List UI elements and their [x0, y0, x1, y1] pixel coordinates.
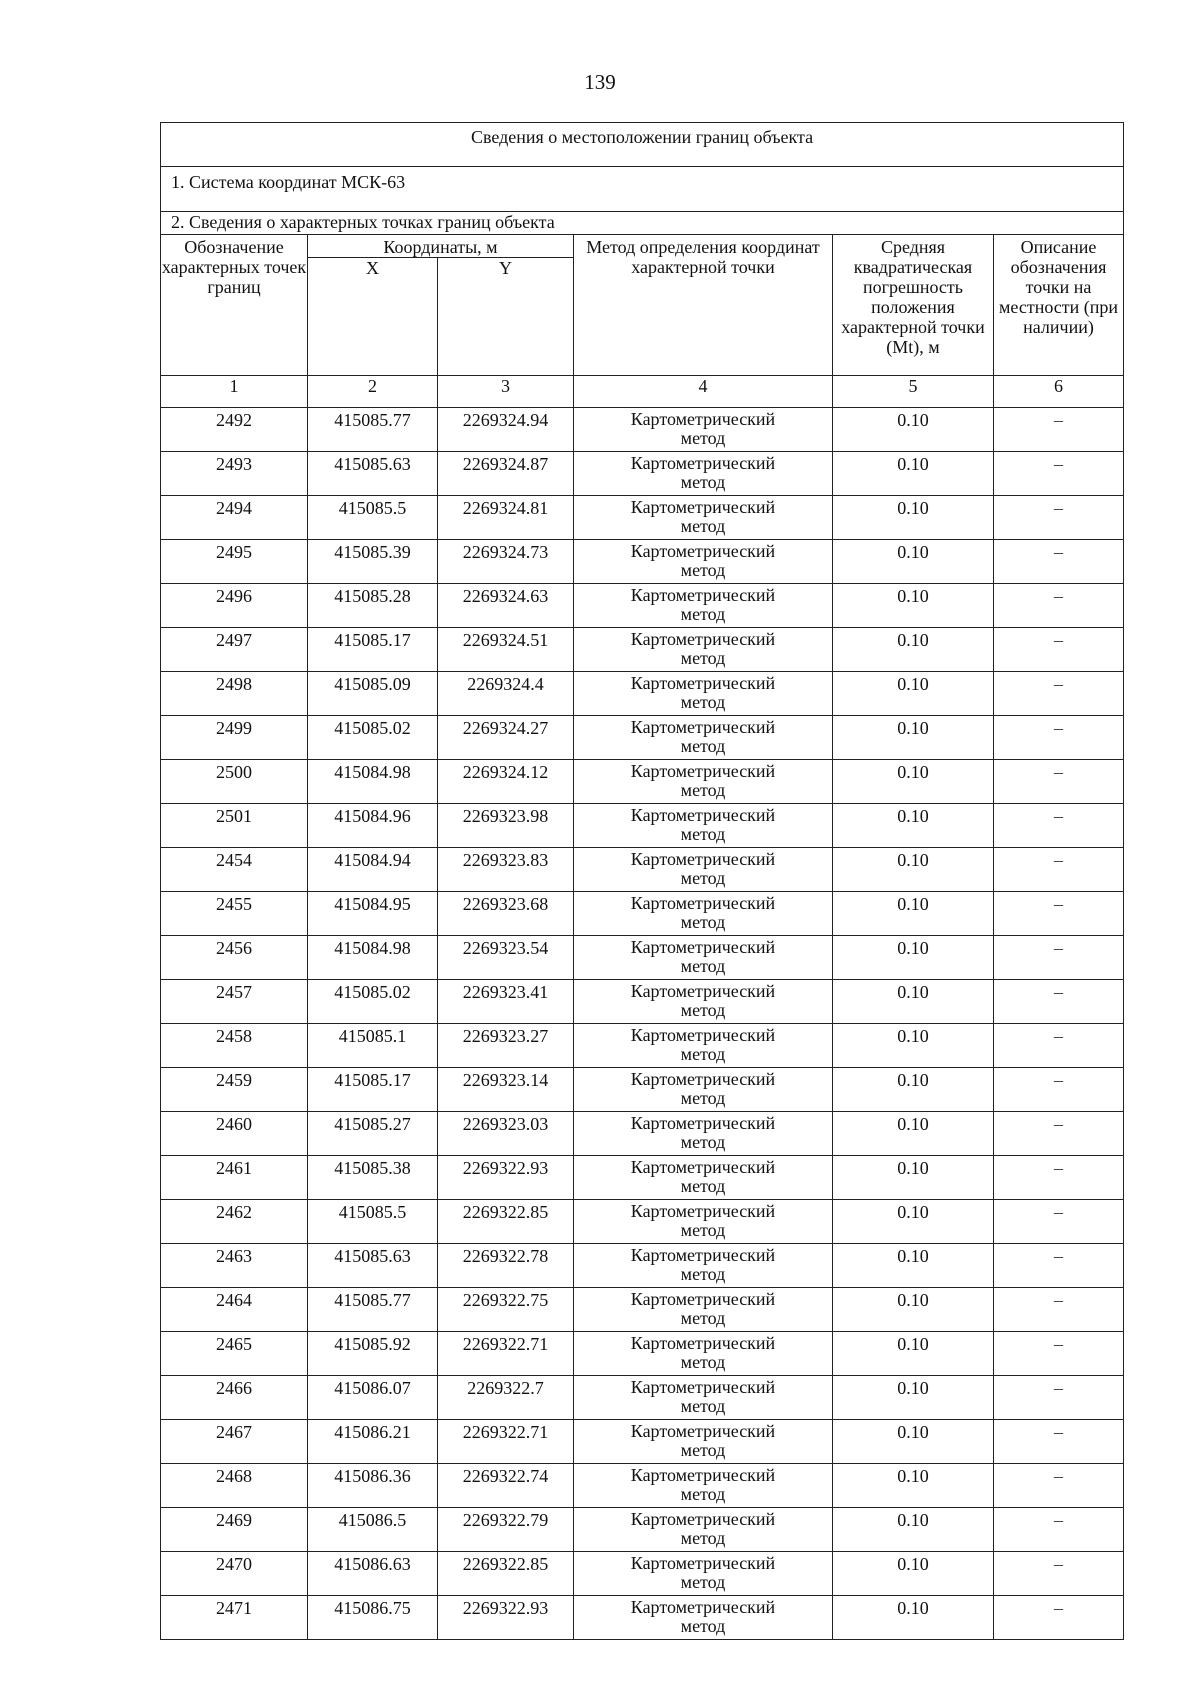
method-cell — [574, 848, 833, 892]
method-cell — [574, 1024, 833, 1068]
y-coordinate-cell: 2269323.98 — [438, 804, 574, 848]
error-cell: 0.10 — [833, 584, 994, 628]
error-cell: 0.10 — [833, 1288, 994, 1332]
method-line-2: метод — [680, 604, 726, 624]
description-cell: – — [994, 980, 1124, 1024]
error-cell: 0.10 — [833, 1376, 994, 1420]
method-line-1: Картометрический — [630, 1245, 776, 1265]
table-row — [161, 1508, 1124, 1552]
x-coordinate-cell: 415085.28 — [308, 584, 438, 628]
y-coordinate-cell: 2269324.63 — [438, 584, 574, 628]
table-title: Сведения о местоположении границ объекта — [161, 123, 1124, 167]
method-line-2: метод — [680, 1000, 726, 1020]
y-coordinate-cell: 2269323.54 — [438, 936, 574, 980]
method-cell — [574, 1332, 833, 1376]
table-row — [161, 540, 1124, 584]
y-coordinate-cell: 2269322.93 — [438, 1156, 574, 1200]
method-cell — [574, 804, 833, 848]
x-coordinate-cell: 415085.1 — [308, 1024, 438, 1068]
description-cell: – — [994, 540, 1124, 584]
method-line-1: Картометрический — [630, 1333, 776, 1353]
header-method: Метод определения координат характерной точки — [574, 235, 833, 376]
table-row — [161, 1024, 1124, 1068]
point-id-cell: 2459 — [161, 1068, 308, 1112]
y-coordinate-cell: 2269322.7 — [438, 1376, 574, 1420]
x-coordinate-cell: 415085.02 — [308, 980, 438, 1024]
method-cell — [574, 1288, 833, 1332]
method-line-1: Картометрический — [630, 1157, 776, 1177]
y-coordinate-cell: 2269322.79 — [438, 1508, 574, 1552]
table-row — [161, 1244, 1124, 1288]
description-cell: – — [994, 760, 1124, 804]
method-line-2: метод — [680, 472, 726, 492]
method-line-1: Картометрический — [630, 937, 776, 957]
method-cell — [574, 1112, 833, 1156]
table-row — [161, 1288, 1124, 1332]
method-cell — [574, 892, 833, 936]
description-cell: – — [994, 1112, 1124, 1156]
header-y: Y — [438, 258, 574, 376]
point-id-cell: 2500 — [161, 760, 308, 804]
y-coordinate-cell: 2269323.68 — [438, 892, 574, 936]
y-coordinate-cell: 2269323.83 — [438, 848, 574, 892]
header-error: Средняя квадратическая погрешность положения характерной точки (Mt), м — [833, 235, 994, 376]
y-coordinate-cell: 2269323.14 — [438, 1068, 574, 1112]
method-line-1: Картометрический — [630, 453, 776, 473]
method-line-1: Картометрический — [630, 805, 776, 825]
error-cell: 0.10 — [833, 1552, 994, 1596]
method-line-1: Картометрический — [630, 1509, 776, 1529]
x-coordinate-cell: 415085.17 — [308, 628, 438, 672]
method-line-1: Картометрический — [630, 981, 776, 1001]
method-line-1: Картометрический — [630, 629, 776, 649]
description-cell: – — [994, 1288, 1124, 1332]
x-coordinate-cell: 415085.92 — [308, 1332, 438, 1376]
coordinate-system: 1. Система координат МСК-63 — [161, 167, 1124, 212]
point-id-cell: 2457 — [161, 980, 308, 1024]
error-cell: 0.10 — [833, 496, 994, 540]
y-coordinate-cell: 2269324.94 — [438, 408, 574, 452]
x-coordinate-cell: 415085.5 — [308, 496, 438, 540]
table-row — [161, 936, 1124, 980]
method-line-2: метод — [680, 428, 726, 448]
error-cell: 0.10 — [833, 1112, 994, 1156]
y-coordinate-cell: 2269322.71 — [438, 1332, 574, 1376]
point-id-cell: 2463 — [161, 1244, 308, 1288]
error-cell: 0.10 — [833, 672, 994, 716]
error-cell: 0.10 — [833, 1464, 994, 1508]
point-id-cell: 2499 — [161, 716, 308, 760]
y-coordinate-cell: 2269324.12 — [438, 760, 574, 804]
y-coordinate-cell: 2269324.81 — [438, 496, 574, 540]
point-id-cell: 2460 — [161, 1112, 308, 1156]
method-cell — [574, 672, 833, 716]
method-line-2: метод — [680, 736, 726, 756]
y-coordinate-cell: 2269322.75 — [438, 1288, 574, 1332]
method-line-2: метод — [680, 648, 726, 668]
table-row — [161, 1156, 1124, 1200]
table-row — [161, 1464, 1124, 1508]
method-cell — [574, 716, 833, 760]
error-cell: 0.10 — [833, 1156, 994, 1200]
point-id-cell: 2465 — [161, 1332, 308, 1376]
x-coordinate-cell: 415085.17 — [308, 1068, 438, 1112]
point-id-cell: 2493 — [161, 452, 308, 496]
x-coordinate-cell: 415085.77 — [308, 408, 438, 452]
x-coordinate-cell: 415086.21 — [308, 1420, 438, 1464]
error-cell: 0.10 — [833, 1508, 994, 1552]
x-coordinate-cell: 415084.95 — [308, 892, 438, 936]
method-line-1: Картометрический — [630, 717, 776, 737]
method-cell — [574, 1552, 833, 1596]
error-cell: 0.10 — [833, 716, 994, 760]
method-line-2: метод — [680, 1132, 726, 1152]
error-cell: 0.10 — [833, 892, 994, 936]
x-coordinate-cell: 415086.07 — [308, 1376, 438, 1420]
method-cell — [574, 936, 833, 980]
error-cell: 0.10 — [833, 804, 994, 848]
method-line-2: метод — [680, 1352, 726, 1372]
boundary-points-table — [160, 122, 1124, 1640]
table-row — [161, 1552, 1124, 1596]
point-id-cell: 2468 — [161, 1464, 308, 1508]
y-coordinate-cell: 2269324.51 — [438, 628, 574, 672]
method-line-1: Картометрический — [630, 409, 776, 429]
method-cell — [574, 1068, 833, 1112]
error-cell: 0.10 — [833, 1332, 994, 1376]
point-id-cell: 2495 — [161, 540, 308, 584]
error-cell: 0.10 — [833, 1200, 994, 1244]
y-coordinate-cell: 2269322.93 — [438, 1596, 574, 1640]
table-row — [161, 1068, 1124, 1112]
header-x: X — [308, 258, 438, 376]
y-coordinate-cell: 2269324.4 — [438, 672, 574, 716]
y-coordinate-cell: 2269322.71 — [438, 1420, 574, 1464]
error-cell: 0.10 — [833, 936, 994, 980]
x-coordinate-cell: 415084.94 — [308, 848, 438, 892]
point-id-cell: 2498 — [161, 672, 308, 716]
method-cell — [574, 540, 833, 584]
method-cell — [574, 1508, 833, 1552]
x-coordinate-cell: 415085.63 — [308, 1244, 438, 1288]
y-coordinate-cell: 2269324.87 — [438, 452, 574, 496]
description-cell: – — [994, 1332, 1124, 1376]
method-cell — [574, 980, 833, 1024]
method-line-1: Картометрический — [630, 1113, 776, 1133]
column-number: 5 — [833, 376, 994, 408]
description-cell: – — [994, 408, 1124, 452]
point-id-cell: 2456 — [161, 936, 308, 980]
description-cell: – — [994, 804, 1124, 848]
method-line-1: Картометрический — [630, 1025, 776, 1045]
error-cell: 0.10 — [833, 452, 994, 496]
y-coordinate-cell: 2269322.78 — [438, 1244, 574, 1288]
description-cell: – — [994, 848, 1124, 892]
method-line-2: метод — [680, 692, 726, 712]
description-cell: – — [994, 1244, 1124, 1288]
error-cell: 0.10 — [833, 408, 994, 452]
table-row — [161, 760, 1124, 804]
description-cell: – — [994, 1508, 1124, 1552]
table-row — [161, 804, 1124, 848]
method-cell — [574, 496, 833, 540]
section-title: 2. Сведения о характерных точках границ объекта — [161, 212, 1124, 235]
x-coordinate-cell: 415084.98 — [308, 760, 438, 804]
point-id-cell: 2494 — [161, 496, 308, 540]
table-row — [161, 716, 1124, 760]
table-row — [161, 892, 1124, 936]
method-line-2: метод — [680, 1308, 726, 1328]
table-row — [161, 1200, 1124, 1244]
x-coordinate-cell: 415085.38 — [308, 1156, 438, 1200]
method-line-2: метод — [680, 560, 726, 580]
x-coordinate-cell: 415084.98 — [308, 936, 438, 980]
column-number: 4 — [574, 376, 833, 408]
method-line-2: метод — [680, 1264, 726, 1284]
point-id-cell: 2458 — [161, 1024, 308, 1068]
method-line-1: Картометрический — [630, 1069, 776, 1089]
table-row — [161, 1420, 1124, 1464]
method-line-2: метод — [680, 780, 726, 800]
table-row — [161, 496, 1124, 540]
method-line-1: Картометрический — [630, 1421, 776, 1441]
method-line-2: метод — [680, 1484, 726, 1504]
description-cell: – — [994, 628, 1124, 672]
error-cell: 0.10 — [833, 1420, 994, 1464]
y-coordinate-cell: 2269323.27 — [438, 1024, 574, 1068]
method-line-1: Картометрический — [630, 1377, 776, 1397]
x-coordinate-cell: 415085.02 — [308, 716, 438, 760]
table-row — [161, 672, 1124, 716]
header-coordinates: Координаты, м — [308, 235, 574, 258]
method-line-1: Картометрический — [630, 761, 776, 781]
method-line-1: Картометрический — [630, 1465, 776, 1485]
method-line-2: метод — [680, 1440, 726, 1460]
point-id-cell: 2462 — [161, 1200, 308, 1244]
table-row — [161, 1596, 1124, 1640]
method-cell — [574, 1420, 833, 1464]
method-line-1: Картометрический — [630, 1201, 776, 1221]
point-id-cell: 2466 — [161, 1376, 308, 1420]
description-cell: – — [994, 452, 1124, 496]
method-cell — [574, 628, 833, 672]
method-cell — [574, 1200, 833, 1244]
x-coordinate-cell: 415086.75 — [308, 1596, 438, 1640]
y-coordinate-cell: 2269323.03 — [438, 1112, 574, 1156]
method-line-1: Картометрический — [630, 497, 776, 517]
table-row — [161, 848, 1124, 892]
point-id-cell: 2461 — [161, 1156, 308, 1200]
method-line-2: метод — [680, 1528, 726, 1548]
method-line-1: Картометрический — [630, 585, 776, 605]
point-id-cell: 2467 — [161, 1420, 308, 1464]
y-coordinate-cell: 2269323.41 — [438, 980, 574, 1024]
method-line-2: метод — [680, 1616, 726, 1636]
method-line-2: метод — [680, 1572, 726, 1592]
header-description: Описание обозначения точки на местности (при наличии) — [994, 235, 1124, 376]
page-number: 139 — [584, 70, 616, 94]
method-line-1: Картометрический — [630, 893, 776, 913]
method-line-1: Картометрический — [630, 541, 776, 561]
error-cell: 0.10 — [833, 1244, 994, 1288]
point-id-cell: 2501 — [161, 804, 308, 848]
method-line-2: метод — [680, 1220, 726, 1240]
method-line-2: метод — [680, 516, 726, 536]
description-cell: – — [994, 1200, 1124, 1244]
y-coordinate-cell: 2269324.73 — [438, 540, 574, 584]
error-cell: 0.10 — [833, 1024, 994, 1068]
table-row — [161, 1376, 1124, 1420]
column-number: 1 — [161, 376, 308, 408]
method-cell — [574, 584, 833, 628]
method-line-1: Картометрический — [630, 1597, 776, 1617]
point-id-cell: 2454 — [161, 848, 308, 892]
error-cell: 0.10 — [833, 628, 994, 672]
method-cell — [574, 452, 833, 496]
error-cell: 0.10 — [833, 760, 994, 804]
error-cell: 0.10 — [833, 848, 994, 892]
y-coordinate-cell: 2269322.74 — [438, 1464, 574, 1508]
method-line-2: метод — [680, 1176, 726, 1196]
method-cell — [574, 1156, 833, 1200]
table-row — [161, 408, 1124, 452]
error-cell: 0.10 — [833, 1596, 994, 1640]
method-line-1: Картометрический — [630, 849, 776, 869]
x-coordinate-cell: 415084.96 — [308, 804, 438, 848]
method-line-2: метод — [680, 1396, 726, 1416]
x-coordinate-cell: 415085.5 — [308, 1200, 438, 1244]
error-cell: 0.10 — [833, 980, 994, 1024]
method-line-2: метод — [680, 824, 726, 844]
x-coordinate-cell: 415085.77 — [308, 1288, 438, 1332]
table-row — [161, 1112, 1124, 1156]
table-row — [161, 628, 1124, 672]
table-row — [161, 980, 1124, 1024]
x-coordinate-cell: 415085.39 — [308, 540, 438, 584]
method-cell — [574, 408, 833, 452]
method-line-2: метод — [680, 1044, 726, 1064]
description-cell: – — [994, 496, 1124, 540]
method-line-2: метод — [680, 868, 726, 888]
x-coordinate-cell: 415086.5 — [308, 1508, 438, 1552]
description-cell: – — [994, 1024, 1124, 1068]
y-coordinate-cell: 2269324.27 — [438, 716, 574, 760]
method-line-1: Картометрический — [630, 1553, 776, 1573]
x-coordinate-cell: 415085.09 — [308, 672, 438, 716]
point-id-cell: 2492 — [161, 408, 308, 452]
y-coordinate-cell: 2269322.85 — [438, 1552, 574, 1596]
description-cell: – — [994, 1068, 1124, 1112]
column-number-row — [161, 376, 1124, 408]
description-cell: – — [994, 936, 1124, 980]
description-cell: – — [994, 584, 1124, 628]
method-line-2: метод — [680, 956, 726, 976]
point-id-cell: 2464 — [161, 1288, 308, 1332]
method-cell — [574, 1596, 833, 1640]
description-cell: – — [994, 1464, 1124, 1508]
point-id-cell: 2470 — [161, 1552, 308, 1596]
header-designation: Обозначение характерных точек границ — [161, 235, 308, 376]
method-line-1: Картометрический — [630, 1289, 776, 1309]
description-cell: – — [994, 892, 1124, 936]
description-cell: – — [994, 672, 1124, 716]
x-coordinate-cell: 415086.36 — [308, 1464, 438, 1508]
method-cell — [574, 1244, 833, 1288]
x-coordinate-cell: 415085.27 — [308, 1112, 438, 1156]
method-cell — [574, 1376, 833, 1420]
description-cell: – — [994, 716, 1124, 760]
description-cell: – — [994, 1420, 1124, 1464]
y-coordinate-cell: 2269322.85 — [438, 1200, 574, 1244]
point-id-cell: 2455 — [161, 892, 308, 936]
column-number: 2 — [308, 376, 438, 408]
table-row — [161, 584, 1124, 628]
method-line-2: метод — [680, 912, 726, 932]
column-number: 6 — [994, 376, 1124, 408]
error-cell: 0.10 — [833, 1068, 994, 1112]
description-cell: – — [994, 1156, 1124, 1200]
point-id-cell: 2471 — [161, 1596, 308, 1640]
x-coordinate-cell: 415086.63 — [308, 1552, 438, 1596]
column-number: 3 — [438, 376, 574, 408]
table-row — [161, 1332, 1124, 1376]
point-id-cell: 2497 — [161, 628, 308, 672]
x-coordinate-cell: 415085.63 — [308, 452, 438, 496]
description-cell: – — [994, 1552, 1124, 1596]
description-cell: – — [994, 1376, 1124, 1420]
point-id-cell: 2496 — [161, 584, 308, 628]
table-row — [161, 452, 1124, 496]
description-cell: – — [994, 1596, 1124, 1640]
method-cell — [574, 760, 833, 804]
method-cell — [574, 1464, 833, 1508]
method-line-1: Картометрический — [630, 673, 776, 693]
method-line-2: метод — [680, 1088, 726, 1108]
error-cell: 0.10 — [833, 540, 994, 584]
point-id-cell: 2469 — [161, 1508, 308, 1552]
